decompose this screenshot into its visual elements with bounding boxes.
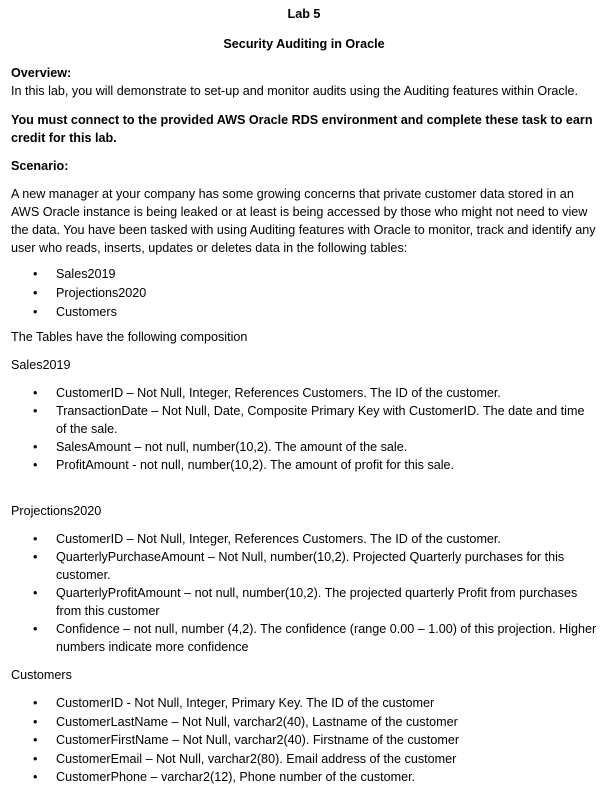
list-item: [11, 284, 597, 302]
tables-list: [11, 265, 597, 321]
list-item: [11, 402, 597, 438]
sales-table-heading: Sales2019: [11, 358, 71, 372]
list-item: [11, 620, 597, 656]
bullet-icon: •: [33, 733, 38, 747]
bullet-icon: •: [33, 458, 38, 472]
list-item-text: Sales2019: [56, 267, 116, 281]
scenario-heading: Scenario:: [11, 159, 69, 173]
list-item-text: Confidence – not null, number (4,2). The confidence (range 0.00 – 1.00) of this projection. Higher numbers indicate more confidence: [56, 622, 597, 654]
list-item-text: CustomerPhone – varchar2(12), Phone number of the customer.: [56, 770, 416, 784]
overview-text: In this lab, you will demonstrate to set-up and monitor audits using the Auditing features within Oracle.: [11, 84, 579, 98]
customers-table-heading: Customers: [11, 668, 72, 682]
list-item: [11, 750, 597, 768]
list-item: [11, 265, 597, 283]
projections-columns-list: [11, 530, 597, 656]
bullet-icon: •: [33, 696, 38, 710]
bullet-icon: •: [33, 386, 38, 400]
list-item-text: QuarterlyPurchaseAmount – Not Null, number(10,2). Projected Quarterly purchases for this customer.: [56, 550, 565, 582]
list-item-text: CustomerID – Not Null, Integer, References Customers. The ID of the customer.: [56, 532, 501, 546]
sales-columns-list: [11, 384, 597, 474]
bullet-icon: •: [33, 404, 38, 418]
list-item-text: CustomerID – Not Null, Integer, References Customers. The ID of the customer.: [56, 386, 501, 400]
bullet-icon: •: [33, 622, 38, 636]
list-item-text: SalesAmount – not null, number(10,2). The amount of the sale.: [56, 440, 408, 454]
list-item-text: CustomerLastName – Not Null, varchar2(40), Lastname of the customer: [56, 714, 458, 729]
bullet-icon: •: [33, 267, 38, 281]
list-item: [11, 694, 597, 712]
projections-table-heading: Projections2020: [11, 504, 102, 518]
bullet-icon: •: [33, 286, 38, 300]
list-item: [11, 731, 597, 749]
list-item-text: CustomerEmail – Not Null, varchar2(80). Email address of the customer: [56, 751, 457, 766]
list-item: [11, 384, 597, 402]
connection-notice: You must connect to the provided AWS Oracle RDS environment and complete these task to earn credit for this lab.: [11, 113, 593, 145]
list-item: [11, 713, 597, 731]
document-title: Lab 5: [287, 7, 321, 21]
bullet-icon: •: [33, 714, 38, 729]
list-item: [11, 530, 597, 548]
list-item: [11, 303, 597, 321]
scenario-text: A new manager at your company has some growing concerns that private customer data stored in an AWS Oracle instance is being leaked or at least is being accessed by those who might not need to view the data. You have been tasked with using Auditing features with Oracle to monitor, track and identify any user who reads, inserts, updates or deletes data in the following tables:: [11, 187, 596, 255]
list-item-text: Customers: [56, 305, 117, 319]
list-item-text: ProfitAmount - not null, number(10,2). The amount of profit for this sale.: [56, 458, 455, 472]
bullet-icon: •: [33, 440, 38, 454]
bullet-icon: •: [33, 532, 38, 546]
list-item: [11, 768, 597, 786]
customers-columns-list: [11, 694, 597, 786]
bullet-icon: •: [33, 305, 38, 319]
overview-heading: Overview:: [11, 66, 72, 80]
bullet-icon: •: [33, 770, 38, 784]
list-item-text: CustomerFirstName – Not Null, varchar2(40). Firstname of the customer: [56, 733, 460, 747]
list-item-text: QuarterlyProfitAmount – not null, number(10,2). The projected quarterly Profit from purchases from this customer: [56, 586, 578, 618]
bullet-icon: •: [33, 751, 38, 766]
list-item: [11, 548, 597, 584]
composition-intro: The Tables have the following composition: [11, 330, 248, 344]
list-item: [11, 438, 597, 456]
document-subtitle: Security Auditing in Oracle: [223, 37, 385, 51]
list-item: [11, 456, 597, 474]
list-item-text: TransactionDate – Not Null, Date, Composite Primary Key with CustomerID. The date and time of the sale.: [56, 404, 585, 436]
bullet-icon: •: [33, 550, 38, 564]
list-item: [11, 584, 597, 620]
bullet-icon: •: [33, 586, 38, 600]
list-item-text: Projections2020: [56, 286, 147, 300]
list-item-text: CustomerID - Not Null, Integer, Primary Key. The ID of the customer: [56, 696, 435, 710]
